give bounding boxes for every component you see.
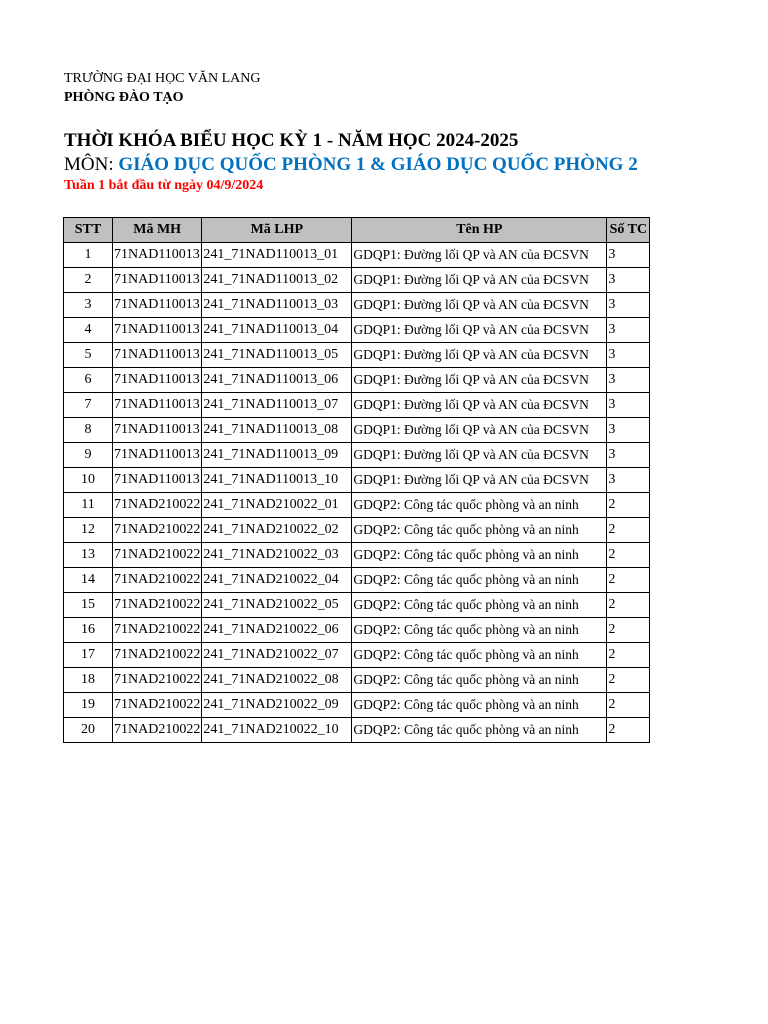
table-row bbox=[64, 493, 650, 518]
cell-so-tc: 3 bbox=[607, 268, 650, 293]
cell-ma-lhp: 241_71NAD110013_05 bbox=[202, 343, 352, 368]
subject-label: MÔN: bbox=[64, 154, 119, 175]
table-row bbox=[64, 318, 650, 343]
column-header-so-tc: Số TC bbox=[607, 218, 650, 243]
title-block bbox=[64, 130, 638, 195]
cell-ma-mh: 71NAD210022 bbox=[113, 618, 202, 643]
table-row bbox=[64, 568, 650, 593]
cell-ma-lhp: 241_71NAD210022_02 bbox=[202, 518, 352, 543]
department-name: PHÒNG ĐÀO TẠO bbox=[64, 90, 184, 105]
table-row bbox=[64, 293, 650, 318]
cell-ten-hp: GDQP1: Đường lối QP và AN của ĐCSVN bbox=[352, 418, 607, 443]
cell-ten-hp: GDQP2: Công tác quốc phòng và an ninh bbox=[352, 593, 607, 618]
cell-stt: 14 bbox=[64, 568, 113, 593]
cell-stt: 6 bbox=[64, 368, 113, 393]
cell-ma-mh: 71NAD110013 bbox=[113, 468, 202, 493]
cell-so-tc: 3 bbox=[607, 318, 650, 343]
cell-ma-lhp: 241_71NAD110013_07 bbox=[202, 393, 352, 418]
table-row bbox=[64, 518, 650, 543]
column-header-ten-hp: Tên HP bbox=[352, 218, 607, 243]
cell-so-tc: 3 bbox=[607, 468, 650, 493]
cell-so-tc: 2 bbox=[607, 493, 650, 518]
cell-ma-lhp: 241_71NAD210022_08 bbox=[202, 668, 352, 693]
cell-so-tc: 3 bbox=[607, 393, 650, 418]
cell-ten-hp: GDQP1: Đường lối QP và AN của ĐCSVN bbox=[352, 268, 607, 293]
cell-stt: 4 bbox=[64, 318, 113, 343]
cell-ma-mh: 71NAD210022 bbox=[113, 568, 202, 593]
cell-ten-hp: GDQP1: Đường lối QP và AN của ĐCSVN bbox=[352, 243, 607, 268]
cell-so-tc: 3 bbox=[607, 443, 650, 468]
cell-so-tc: 3 bbox=[607, 293, 650, 318]
cell-ma-lhp: 241_71NAD110013_01 bbox=[202, 243, 352, 268]
cell-ma-lhp: 241_71NAD210022_10 bbox=[202, 718, 352, 743]
cell-so-tc: 2 bbox=[607, 618, 650, 643]
cell-stt: 15 bbox=[64, 593, 113, 618]
table-body bbox=[64, 243, 650, 743]
column-header-ma-mh: Mã MH bbox=[113, 218, 202, 243]
document-header bbox=[64, 70, 261, 107]
cell-stt: 19 bbox=[64, 693, 113, 718]
table-row bbox=[64, 443, 650, 468]
cell-so-tc: 2 bbox=[607, 643, 650, 668]
cell-ma-mh: 71NAD210022 bbox=[113, 493, 202, 518]
table-row bbox=[64, 643, 650, 668]
week-note: Tuần 1 bắt đầu từ ngày 04/9/2024 bbox=[64, 178, 264, 193]
cell-so-tc: 2 bbox=[607, 518, 650, 543]
cell-stt: 5 bbox=[64, 343, 113, 368]
cell-stt: 20 bbox=[64, 718, 113, 743]
cell-ma-mh: 71NAD110013 bbox=[113, 243, 202, 268]
table-row bbox=[64, 718, 650, 743]
cell-stt: 16 bbox=[64, 618, 113, 643]
table-row bbox=[64, 668, 650, 693]
cell-ma-lhp: 241_71NAD110013_02 bbox=[202, 268, 352, 293]
cell-ma-mh: 71NAD110013 bbox=[113, 368, 202, 393]
cell-so-tc: 3 bbox=[607, 243, 650, 268]
cell-ma-lhp: 241_71NAD210022_01 bbox=[202, 493, 352, 518]
cell-so-tc: 3 bbox=[607, 418, 650, 443]
cell-so-tc: 3 bbox=[607, 343, 650, 368]
table-row bbox=[64, 693, 650, 718]
cell-ma-mh: 71NAD110013 bbox=[113, 393, 202, 418]
cell-stt: 18 bbox=[64, 668, 113, 693]
cell-ten-hp: GDQP1: Đường lối QP và AN của ĐCSVN bbox=[352, 318, 607, 343]
table-row bbox=[64, 393, 650, 418]
cell-ma-lhp: 241_71NAD210022_04 bbox=[202, 568, 352, 593]
cell-ma-lhp: 241_71NAD210022_09 bbox=[202, 693, 352, 718]
cell-stt: 8 bbox=[64, 418, 113, 443]
cell-stt: 12 bbox=[64, 518, 113, 543]
cell-so-tc: 2 bbox=[607, 593, 650, 618]
cell-ma-lhp: 241_71NAD210022_03 bbox=[202, 543, 352, 568]
cell-so-tc: 2 bbox=[607, 568, 650, 593]
cell-stt: 17 bbox=[64, 643, 113, 668]
cell-so-tc: 2 bbox=[607, 543, 650, 568]
cell-so-tc: 2 bbox=[607, 693, 650, 718]
cell-ma-mh: 71NAD210022 bbox=[113, 518, 202, 543]
cell-stt: 7 bbox=[64, 393, 113, 418]
cell-ma-lhp: 241_71NAD110013_08 bbox=[202, 418, 352, 443]
cell-ten-hp: GDQP2: Công tác quốc phòng và an ninh bbox=[352, 518, 607, 543]
cell-so-tc: 2 bbox=[607, 668, 650, 693]
table-row bbox=[64, 468, 650, 493]
cell-ma-mh: 71NAD110013 bbox=[113, 268, 202, 293]
table-row bbox=[64, 243, 650, 268]
cell-ten-hp: GDQP2: Công tác quốc phòng và an ninh bbox=[352, 693, 607, 718]
cell-ma-lhp: 241_71NAD110013_09 bbox=[202, 443, 352, 468]
cell-ten-hp: GDQP2: Công tác quốc phòng và an ninh bbox=[352, 618, 607, 643]
cell-ma-mh: 71NAD210022 bbox=[113, 668, 202, 693]
cell-so-tc: 3 bbox=[607, 368, 650, 393]
cell-ma-mh: 71NAD210022 bbox=[113, 543, 202, 568]
cell-ma-lhp: 241_71NAD210022_06 bbox=[202, 618, 352, 643]
cell-ten-hp: GDQP1: Đường lối QP và AN của ĐCSVN bbox=[352, 443, 607, 468]
cell-ma-lhp: 241_71NAD210022_05 bbox=[202, 593, 352, 618]
cell-stt: 2 bbox=[64, 268, 113, 293]
cell-stt: 11 bbox=[64, 493, 113, 518]
cell-ma-mh: 71NAD110013 bbox=[113, 293, 202, 318]
table-row bbox=[64, 343, 650, 368]
cell-ten-hp: GDQP2: Công tác quốc phòng và an ninh bbox=[352, 668, 607, 693]
cell-ma-mh: 71NAD210022 bbox=[113, 718, 202, 743]
cell-ma-mh: 71NAD210022 bbox=[113, 593, 202, 618]
cell-ma-mh: 71NAD110013 bbox=[113, 343, 202, 368]
cell-stt: 3 bbox=[64, 293, 113, 318]
cell-ten-hp: GDQP1: Đường lối QP và AN của ĐCSVN bbox=[352, 393, 607, 418]
cell-ma-mh: 71NAD110013 bbox=[113, 318, 202, 343]
cell-ma-lhp: 241_71NAD110013_10 bbox=[202, 468, 352, 493]
cell-stt: 10 bbox=[64, 468, 113, 493]
cell-so-tc: 2 bbox=[607, 718, 650, 743]
table-row bbox=[64, 543, 650, 568]
cell-ma-lhp: 241_71NAD210022_07 bbox=[202, 643, 352, 668]
table-row bbox=[64, 368, 650, 393]
cell-ma-lhp: 241_71NAD110013_03 bbox=[202, 293, 352, 318]
cell-ma-lhp: 241_71NAD110013_06 bbox=[202, 368, 352, 393]
cell-ten-hp: GDQP1: Đường lối QP và AN của ĐCSVN bbox=[352, 368, 607, 393]
cell-ten-hp: GDQP2: Công tác quốc phòng và an ninh bbox=[352, 718, 607, 743]
cell-ten-hp: GDQP1: Đường lối QP và AN của ĐCSVN bbox=[352, 343, 607, 368]
table-row bbox=[64, 418, 650, 443]
cell-ten-hp: GDQP2: Công tác quốc phòng và an ninh bbox=[352, 493, 607, 518]
cell-stt: 1 bbox=[64, 243, 113, 268]
table-row bbox=[64, 618, 650, 643]
page-title: THỜI KHÓA BIỂU HỌC KỲ 1 - NĂM HỌC 2024-2025 bbox=[64, 130, 519, 151]
table-row bbox=[64, 268, 650, 293]
cell-ten-hp: GDQP2: Công tác quốc phòng và an ninh bbox=[352, 543, 607, 568]
cell-ten-hp: GDQP2: Công tác quốc phòng và an ninh bbox=[352, 568, 607, 593]
cell-ma-mh: 71NAD210022 bbox=[113, 693, 202, 718]
cell-ten-hp: GDQP2: Công tác quốc phòng và an ninh bbox=[352, 643, 607, 668]
cell-ma-lhp: 241_71NAD110013_04 bbox=[202, 318, 352, 343]
table-header-row bbox=[64, 218, 650, 243]
schedule-table bbox=[63, 217, 650, 743]
subject-line bbox=[64, 153, 638, 177]
column-header-ma-lhp: Mã LHP bbox=[202, 218, 352, 243]
cell-stt: 13 bbox=[64, 543, 113, 568]
cell-stt: 9 bbox=[64, 443, 113, 468]
cell-ten-hp: GDQP1: Đường lối QP và AN của ĐCSVN bbox=[352, 293, 607, 318]
cell-ma-mh: 71NAD110013 bbox=[113, 418, 202, 443]
cell-ten-hp: GDQP1: Đường lối QP và AN của ĐCSVN bbox=[352, 468, 607, 493]
cell-ma-mh: 71NAD110013 bbox=[113, 443, 202, 468]
school-name: TRƯỜNG ĐẠI HỌC VĂN LANG bbox=[64, 71, 261, 86]
table-row bbox=[64, 593, 650, 618]
cell-ma-mh: 71NAD210022 bbox=[113, 643, 202, 668]
subject-name: GIÁO DỤC QUỐC PHÒNG 1 & GIÁO DỤC QUỐC PHÒNG 2 bbox=[118, 154, 638, 175]
column-header-stt: STT bbox=[64, 218, 113, 243]
